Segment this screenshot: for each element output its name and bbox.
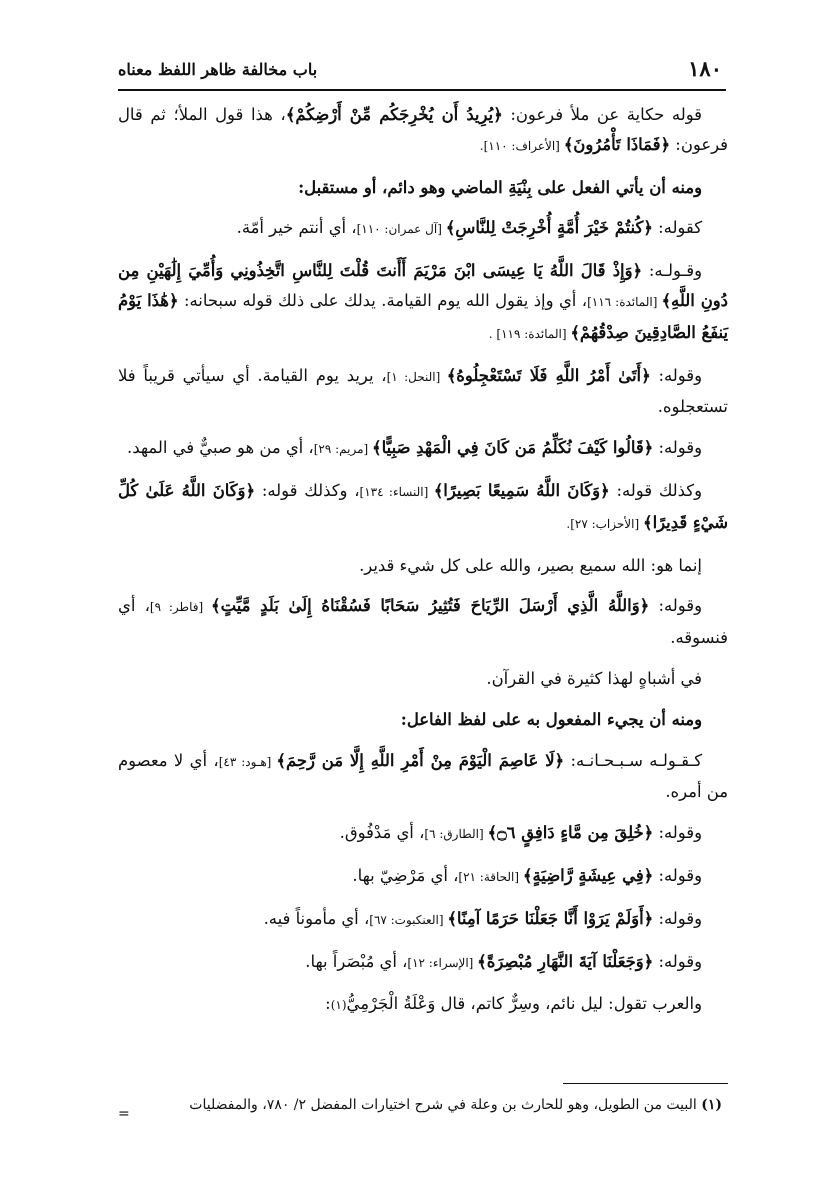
- verse-reference: [الأعراف: ١١٠].: [479, 138, 564, 153]
- text-run: ، أي مُبْصَراً بها.: [305, 951, 408, 971]
- page-number: ١٨٠: [688, 56, 722, 81]
- text-run: ، أي لا معصوم من أمره.: [118, 750, 728, 802]
- quran-quote: ﴿كُنتُمْ خَيْرَ أُمَّةٍ أُخْرِجَتْ لِلنَّاسِ﴾: [445, 218, 653, 238]
- verse-reference: [فاطر: ٩]: [149, 600, 212, 615]
- text-run: كقوله:: [652, 218, 702, 238]
- text-run: ومنه أن يجيء المفعول به على لفظ الفاعل:: [400, 709, 702, 729]
- text-run: ، أي وإذ يقول الله يوم القيامة. يدلك على ذلك قوله سبحانه:: [178, 290, 588, 310]
- quran-quote: ﴿وَاللَّهُ الَّذِي أَرْسَلَ الرِّيَاحَ فَتُثِيرُ سَحَابًا فَسُقْنَاهُ إِلَىٰ بَلَدٍ مَّيِّتٍ﴾: [211, 596, 650, 616]
- paragraph: [118, 213, 728, 245]
- quran-quote: ﴿وَكَانَ اللَّهُ عَلَىٰ كُلِّ شَيْءٍ قَدِيرًا﴾: [118, 480, 728, 532]
- footnote-marker: (١): [701, 1097, 722, 1113]
- text-run: ، يريد يوم القيامة. أي سيأتي قريباً فلا تستعجلوه.: [118, 365, 728, 417]
- text-run: وقوله:: [653, 908, 702, 928]
- text-run: ومنه أن يأتي الفعل على بِنْيَةِ الماضي وهو دائم، أو مستقبل:: [298, 177, 702, 197]
- header-rule: [118, 89, 726, 91]
- paragraph: [118, 904, 728, 936]
- text-run: ، أي فنسوقه.: [118, 596, 728, 648]
- text-run: وقوله:: [653, 438, 702, 458]
- paragraph: [118, 947, 728, 979]
- text-run: ، وكذلك قوله:: [255, 480, 360, 500]
- paragraph: [118, 664, 728, 694]
- quran-quote: ﴿وَكَانَ اللَّهُ سَمِيعًا بَصِيرًا﴾: [433, 480, 610, 500]
- paragraph: [118, 361, 728, 423]
- paragraph: [118, 591, 728, 653]
- paragraph: [118, 551, 728, 581]
- footnote: [118, 1093, 730, 1117]
- verse-reference: [المائدة: ١١٩] .: [488, 326, 571, 341]
- footnote-text: البيت من الطويل، وهو للحارث بن وعلة في شرح اختيارات المفضل ٢/ ٧٨٠، والمفضليات: [189, 1097, 697, 1113]
- paragraph: [118, 818, 728, 850]
- text-run: ، أي مَرْضِيّ بها.: [352, 865, 459, 885]
- text-run: وقوله:: [653, 865, 702, 885]
- quran-quote: ﴿هَٰذَا يَوْمُ يَنفَعُ الصَّادِقِينَ صِدْقُهُمْ﴾: [118, 290, 728, 342]
- verse-reference: [الأحزاب: ٢٧].: [566, 516, 643, 531]
- text-run: في أشباهٍ لهذا كثيرة في القرآن.: [486, 668, 702, 688]
- text-run: وقوله:: [650, 365, 702, 385]
- quran-quote: ﴿لَا عَاصِمَ الْيَوْمَ مِنْ أَمْرِ اللَّهِ إِلَّا مَن رَّحِمَ﴾: [276, 750, 565, 770]
- text-run: وقـولـه:: [642, 261, 702, 281]
- text-run: قوله حكاية عن ملأ فرعون:: [502, 105, 702, 124]
- quran-quote: ﴿فَمَاذَا تَأْمُرُونَ﴾: [563, 134, 671, 154]
- text-run: وقوله:: [653, 951, 702, 971]
- quran-quote: ﴿قَالُوا كَيْفَ نُكَلِّمُ مَن كَانَ فِي الْمَهْدِ صَبِيًّا﴾: [372, 438, 654, 458]
- text-run: ، أي مأموناً فيه.: [263, 908, 370, 928]
- verse-reference: [الطارق: ٦]: [424, 827, 488, 842]
- text-run: ، أي أنتم خير أمّة.: [236, 218, 357, 238]
- text-run: وقوله:: [649, 596, 703, 616]
- continuation-mark: =: [118, 1106, 130, 1122]
- text-run: كـقـولـه سـبـحـانـه:: [564, 750, 702, 770]
- verse-reference: [الإسراء: ١٢]: [407, 955, 478, 970]
- quran-quote: ﴿يُرِيدُ أَن يُخْرِجَكُم مِّنْ أَرْضِكُمْ﴾: [285, 105, 503, 124]
- section-heading: [118, 173, 728, 203]
- section-heading: [118, 705, 728, 735]
- paragraph: [118, 256, 728, 349]
- verse-reference: [العنكبوت: ٦٧]: [369, 912, 448, 927]
- text-run: وكذلك قوله:: [609, 480, 703, 500]
- verse-reference: [مريم: ٢٩]: [313, 442, 373, 457]
- paragraph: [118, 433, 728, 465]
- quran-quote: ﴿وَجَعَلْنَا آيَةَ النَّهَارِ مُبْصِرَةً﴾: [477, 951, 654, 971]
- quran-quote: ﴿خُلِقَ مِن مَّاءٍ دَافِقٍ ۝٦﴾: [487, 823, 654, 843]
- page-header: [118, 52, 726, 88]
- verse-reference: [هـود: ٤٣]: [218, 754, 277, 769]
- verse-reference: [النحل: ١]: [386, 369, 447, 384]
- verse-reference: [الحاقة: ٢١]: [458, 869, 523, 884]
- verse-reference: [النساء: ١٣٤]: [359, 484, 434, 499]
- body-text: [118, 100, 728, 1032]
- quran-quote: ﴿أَتَىٰ أَمْرُ اللَّهِ فَلَا تَسْتَعْجِلُوهُ﴾: [446, 365, 651, 385]
- paragraph: [118, 989, 728, 1021]
- text-run: وقوله:: [653, 823, 702, 843]
- quran-quote: ﴿فِي عِيشَةٍ رَّاضِيَةٍ﴾: [522, 865, 654, 885]
- verse-reference: [المائدة: ١١٦]: [587, 294, 662, 309]
- verse-reference: [آل عمران: ١١٠]: [356, 222, 446, 237]
- paragraph: [118, 100, 728, 162]
- text-run: ، أي مَدْفُوق.: [339, 823, 425, 843]
- text-run: ، أي من هو صبيٌّ في المهد.: [127, 438, 314, 458]
- text-run: والعرب تقول: ليل نائم، وسِرٌّ كاتم، قال وَعْلَةُ الْجَرْمِيُّ: [346, 994, 702, 1014]
- footnote-rule: [563, 1083, 728, 1084]
- paragraph: [118, 476, 728, 540]
- quran-quote: ﴿وَإِذْ قَالَ اللَّهُ يَا عِيسَى ابْنَ مَرْيَمَ أَأَنتَ قُلْتَ لِلنَّاسِ اتَّخِذُونِي وَأُمِّيَ إِلَٰهَيْنِ مِن دُونِ اللَّهِ﴾: [118, 261, 728, 310]
- verse-reference: (١): [330, 998, 347, 1013]
- chapter-title: باب مخالفة ظاهر اللفظ معناه: [118, 60, 318, 79]
- paragraph: [118, 746, 728, 808]
- text-run: إنما هو: الله سميع بصير، والله على كل شيء قدير.: [359, 555, 702, 575]
- paragraph: [118, 861, 728, 893]
- text-run: :: [325, 994, 331, 1014]
- text-run: ، هذا قول الملأ؛ ثم قال فرعون:: [118, 105, 728, 154]
- quran-quote: ﴿أَوَلَمْ يَرَوْا أَنَّا جَعَلْنَا حَرَمًا آمِنًا﴾: [447, 908, 654, 928]
